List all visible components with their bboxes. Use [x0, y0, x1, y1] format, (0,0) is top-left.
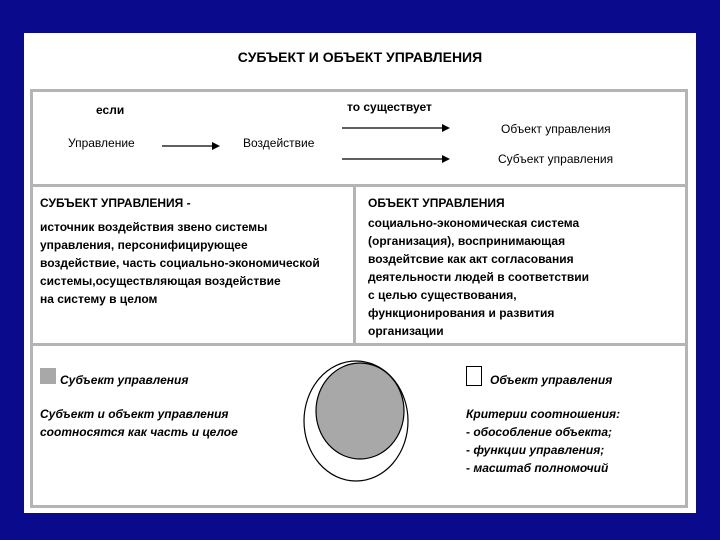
arrow-to-object: [342, 122, 452, 134]
object-line: деятельности людей в соответствии: [368, 270, 589, 284]
part-whole-line: соотносятся как часть и целое: [40, 425, 238, 439]
subject-heading: СУБЪЕКТ УПРАВЛЕНИЯ -: [40, 196, 191, 210]
legend-subject: Субъект управления: [60, 373, 189, 387]
divider-vertical: [353, 184, 356, 343]
object-line: с целью существования,: [368, 288, 517, 302]
divider-bottom: [30, 343, 685, 346]
object-legend-swatch: [466, 366, 482, 386]
slide-title: СУБЪЕКТ И ОБЪЕКТ УПРАВЛЕНИЯ: [237, 49, 483, 65]
subject-line: воздействие, часть социально-экономической: [40, 256, 320, 270]
subject-circle: [316, 363, 404, 459]
object-line: (организация), воспринимающая: [368, 234, 566, 248]
arrow-upravlenie-to-vozdeistvie: [162, 140, 222, 152]
object-line: организации: [368, 324, 444, 338]
subject-line: управления, персонифицирующее: [40, 238, 248, 252]
subject-line: источник воздействия звено системы: [40, 220, 268, 234]
divider-top: [30, 184, 685, 187]
subject-object-circles: [300, 355, 412, 485]
slide: [24, 33, 696, 513]
criteria-line: - функции управления;: [466, 443, 605, 457]
label-vozdeistvie: Воздействие: [243, 136, 315, 150]
criteria-line: - масштаб полномочий: [466, 461, 609, 475]
object-line: функционирования и развития: [368, 306, 555, 320]
criteria-line: - обособление объекта;: [466, 425, 612, 439]
object-line: социально-экономическая система: [368, 216, 580, 230]
label-to-sushchestvuet: то существует: [347, 100, 432, 114]
subject-description: [40, 218, 320, 308]
legend-object: Объект управления: [490, 373, 613, 387]
label-upravlenie: Управление: [68, 136, 135, 150]
part-whole-text: [40, 405, 238, 441]
object-heading: ОБЪЕКТ УПРАВЛЕНИЯ: [368, 196, 505, 210]
part-whole-line: Субъект и объект управления: [40, 407, 229, 421]
label-esli: если: [96, 103, 125, 117]
subject-legend-swatch: [40, 368, 56, 384]
arrow-to-subject: [342, 153, 452, 165]
object-description: [368, 214, 589, 340]
subject-line: на систему в целом: [40, 292, 158, 306]
label-object-top: Объект управления: [501, 122, 611, 136]
criteria-text: [466, 405, 620, 477]
criteria-line: Критерии соотношения:: [466, 407, 621, 421]
subject-line: системы,осуществляющая воздействие: [40, 274, 281, 288]
object-line: воздейтсвие как акт согласования: [368, 252, 574, 266]
label-subject-top: Субъект управления: [498, 152, 614, 166]
